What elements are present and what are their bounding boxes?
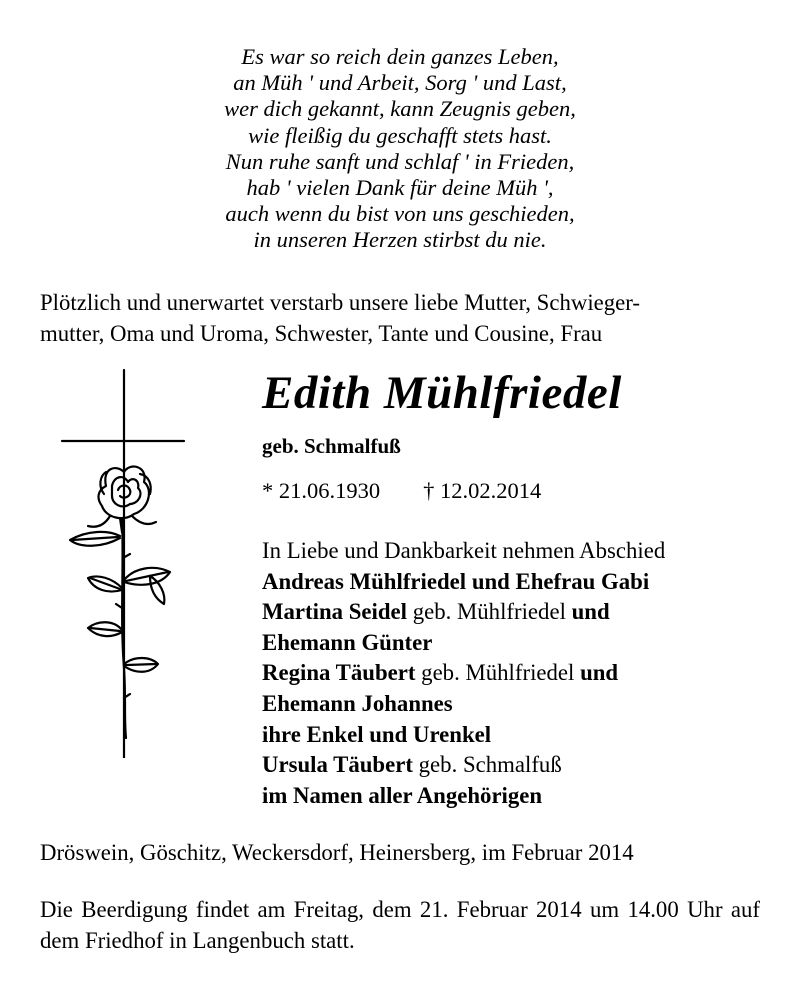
poem-line: wer dich gekannt, kann Zeugnis geben, [224, 96, 576, 122]
mourner-note: geb. Schmalfuß [412, 752, 562, 778]
mourner-name: Martina Seidel [262, 599, 407, 625]
poem-line: in unseren Herzen stirbst du nie. [253, 227, 547, 253]
maiden-name: geb. Schmalfuß [262, 434, 401, 458]
mourner-line: Ehemann Günter [262, 629, 433, 655]
mourner-name: Regina Täubert [262, 660, 416, 686]
mourner-line [262, 658, 665, 689]
mourner-conj: und [571, 599, 610, 625]
funeral-notice: Die Beerdigung findet am Freitag, dem 21. Februar 2014 um 14.00 Uhr auf dem Friedhof in Langenbuch statt. [40, 897, 760, 953]
poem-line: Nun ruhe sanft und schlaf ' in Frieden, [225, 148, 575, 174]
mourner-line [262, 750, 665, 781]
intro-line: mutter, Oma und Uroma, Schwester, Tante und Cousine, Frau [40, 320, 603, 346]
poem [0, 44, 800, 254]
mourner-line: Andreas Mühlfriedel und Ehefrau Gabi [262, 568, 650, 594]
mourner-conj: und [580, 660, 619, 686]
mourners-block [262, 536, 665, 811]
place-date: Dröswein, Göschitz, Weckersdorf, Heinersberg, im Februar 2014 [40, 840, 634, 865]
mourner-line [262, 597, 665, 628]
mourner-line: ihre Enkel und Urenkel [262, 721, 492, 747]
mourner-name: Ursula Täubert [262, 752, 413, 778]
announcement-intro [40, 288, 760, 349]
cross-rose-icon [58, 368, 188, 758]
mourner-note: geb. Mühlfriedel [415, 660, 581, 686]
life-dates [262, 478, 541, 504]
poem-line: Es war so reich dein ganzes Leben, [241, 44, 559, 69]
mourner-note: geb. Mühlfriedel [407, 599, 572, 625]
intro-line: Plötzlich und unerwartet verstarb unsere liebe Mutter, Schwieger- [40, 290, 641, 315]
deceased-name: Edith Mühlfriedel [262, 367, 622, 419]
mourner-line: Ehemann Johannes [262, 690, 453, 716]
mourner-line: im Namen aller Angehörigen [262, 782, 543, 808]
poem-line: wie fleißig du geschafft stets hast. [248, 122, 552, 148]
birth-date: * 21.06.1930 [262, 478, 381, 503]
poem-line: hab ' vielen Dank für deine Müh ', [246, 175, 554, 201]
poem-line: an Müh ' und Arbeit, Sorg ' und Last, [233, 70, 567, 96]
mourners-heading: In Liebe und Dankbarkeit nehmen Abschied [262, 538, 666, 563]
death-date: † 12.02.2014 [423, 478, 542, 503]
poem-line: auch wenn du bist von uns geschieden, [225, 201, 575, 227]
